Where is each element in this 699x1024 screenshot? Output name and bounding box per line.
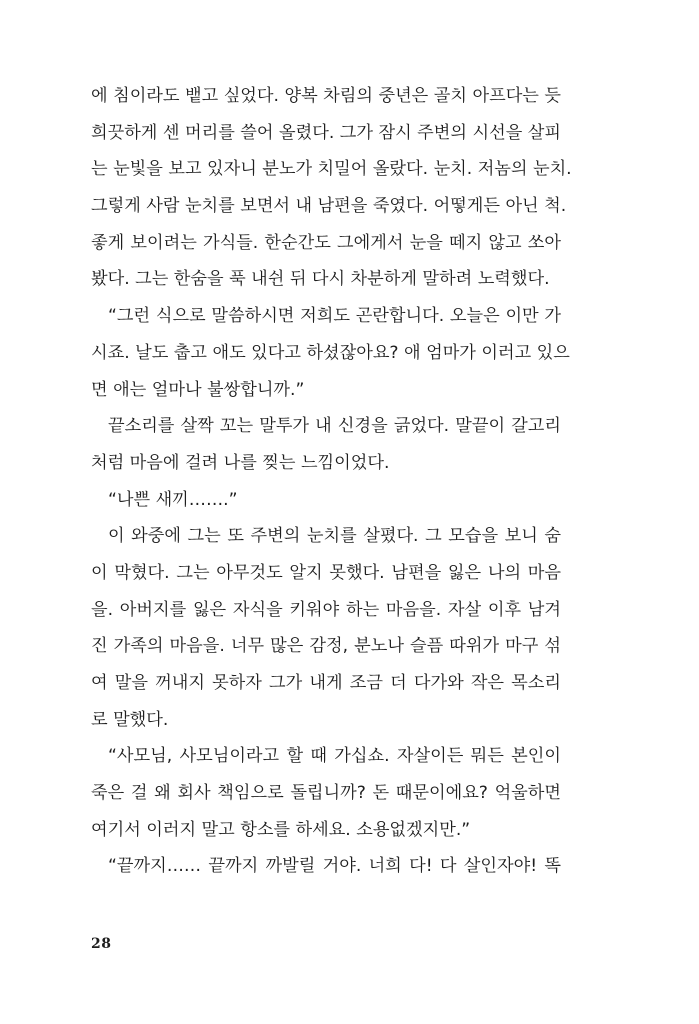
text-line: 희끗하게 센 머리를 쓸어 올렸다. 그가 잠시 주변의 시선을 살피 (91, 122, 561, 143)
text-line: 는 눈빛을 보고 있자니 분노가 치밀어 올랐다. 눈치. 저놈의 눈치. (91, 159, 572, 180)
text-line: 여기서 이러지 말고 항소를 하세요. 소용없겠지만.” (91, 819, 471, 840)
text-line: “나쁜 새끼…….” (108, 489, 238, 510)
text-line: 좋게 보이려는 가식들. 한순간도 그에게서 눈을 떼지 않고 쏘아 (91, 232, 561, 253)
text-line: 봤다. 그는 한숨을 푹 내쉰 뒤 다시 차분하게 말하려 노력했다. (91, 269, 550, 290)
text-line: 그렇게 사람 눈치를 보면서 내 남편을 죽였다. 어떻게든 아닌 척. (91, 196, 567, 217)
text-line: 면 애는 얼마나 불쌍합니까.” (91, 379, 305, 400)
text-line: 죽은 걸 왜 회사 책임으로 돌립니까? 돈 때문이에요? 억울하면 (91, 783, 561, 804)
body-text (91, 78, 572, 885)
text-line: 이 막혔다. 그는 아무것도 알지 못했다. 남편을 잃은 나의 마음 (91, 562, 561, 583)
text-line: 처럼 마음에 걸려 나를 찢는 느낌이었다. (91, 452, 390, 473)
text-line: 진 가족의 마음을. 너무 많은 감정, 분노나 슬픔 따위가 마구 섞 (91, 636, 561, 657)
text-line: 에 침이라도 뱉고 싶었다. 양복 차림의 중년은 골치 아프다는 듯 (91, 86, 561, 106)
text-line: 시죠. 날도 춥고 애도 있다고 하셨잖아요? 애 엄마가 이러고 있으 (91, 342, 570, 363)
text-line: 을. 아버지를 잃은 자식을 키워야 하는 마음을. 자살 이후 남겨 (91, 599, 561, 620)
text-line: “그런 식으로 말씀하시면 저희도 곤란합니다. 오늘은 이만 가 (108, 306, 561, 327)
text-line: “사모님, 사모님이라고 할 때 가십쇼. 자살이든 뭐든 본인이 (108, 746, 561, 767)
page-number: 28 (91, 936, 112, 952)
text-line: 여 말을 꺼내지 못하자 그가 내게 조금 더 다가와 작은 목소리 (91, 673, 561, 693)
text-line: “끝까지…… 끝까지 까발릴 거야. 너희 다! 다 살인자야! 똑 (108, 856, 561, 877)
text-line: 끝소리를 살짝 꼬는 말투가 내 신경을 긁었다. 말끝이 갈고리 (108, 416, 561, 437)
text-line: 이 와중에 그는 또 주변의 눈치를 살폈다. 그 모습을 보니 숨 (108, 526, 561, 547)
text-line: 로 말했다. (91, 709, 169, 730)
